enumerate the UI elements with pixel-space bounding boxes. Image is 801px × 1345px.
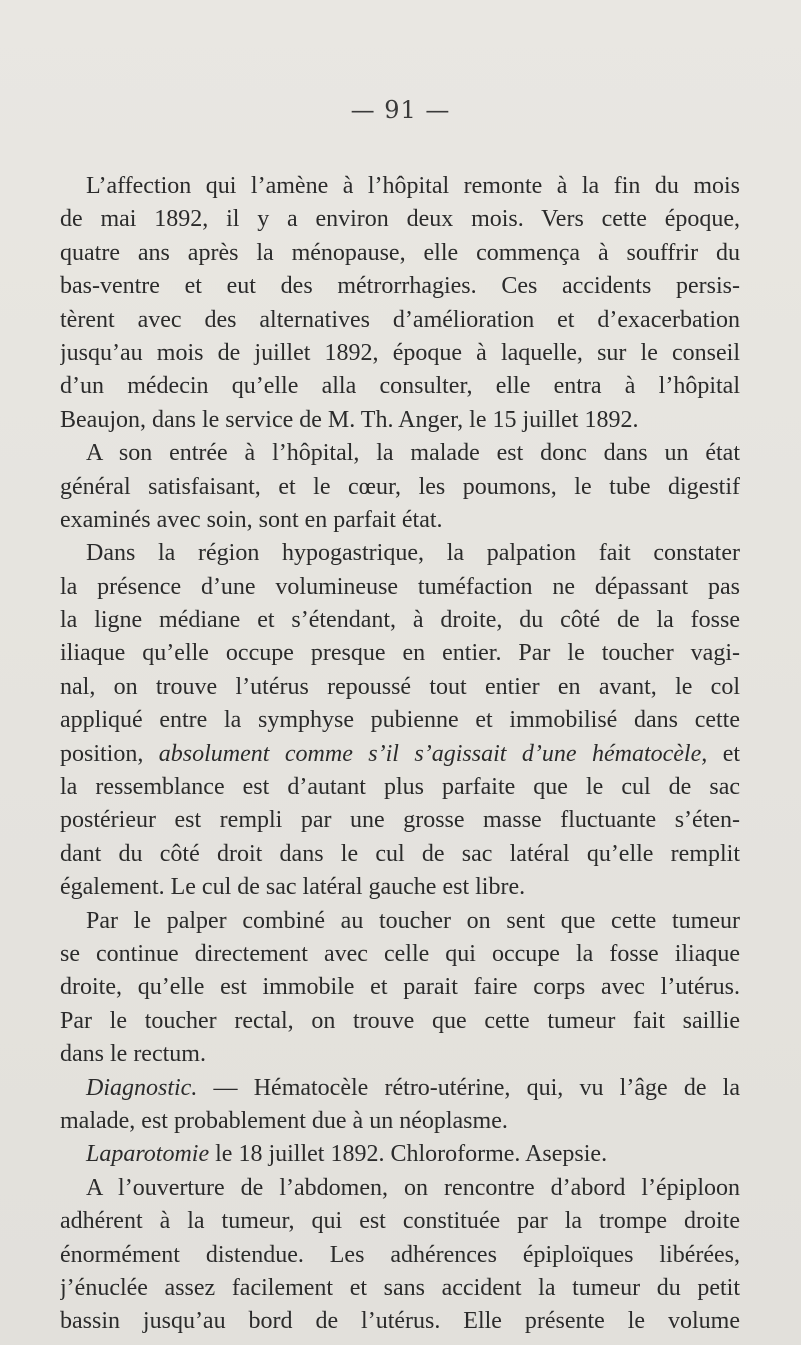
text-line <box>60 270 740 303</box>
text-line <box>60 971 740 1004</box>
body-text <box>60 170 740 1339</box>
text-line <box>60 1205 740 1238</box>
text-line <box>60 871 740 904</box>
text-run: droite, qu’elle est immobile et parait faire corps avec l’utérus. <box>60 974 740 1001</box>
text-line <box>60 771 740 804</box>
text-line <box>60 1105 740 1138</box>
text-run: iliaque qu’elle occupe presque en entier. Par le toucher vagi- <box>60 640 740 667</box>
text-run: position, <box>60 740 159 767</box>
text-run: dans le rectum. <box>60 1041 206 1068</box>
text-run: j’énuclée assez facilement et sans accident la tumeur du petit <box>60 1274 740 1301</box>
text-run: examinés avec soin, sont en parfait état. <box>60 506 443 533</box>
text-run: appliqué entre la symphyse pubienne et immobilisé dans cette <box>60 707 740 734</box>
text-line <box>60 471 740 504</box>
page-number: — 91 — <box>350 96 451 124</box>
text-line <box>60 203 740 236</box>
text-line <box>60 1072 740 1105</box>
text-run: Par le toucher rectal, on trouve que cette tumeur fait saillie <box>60 1007 740 1034</box>
text-line <box>60 370 740 403</box>
text-line <box>60 170 740 203</box>
text-run: dant du côté droit dans le cul de sac latéral qu’elle remplit <box>60 840 740 867</box>
text-line <box>60 237 740 270</box>
text-line <box>60 1305 740 1338</box>
text-line <box>60 604 740 637</box>
text-run: et <box>707 740 740 767</box>
text-line <box>60 337 740 370</box>
text-run: A l’ouverture de l’abdomen, on rencontre d’abord l’épiploon <box>86 1174 740 1201</box>
text-run: — Hématocèle rétro-utérine, qui, vu l’âge de la <box>197 1074 740 1101</box>
text-line <box>60 1038 740 1071</box>
text-run: bassin jusqu’au bord de l’utérus. Elle présente le volume <box>60 1308 740 1335</box>
text-run: énormément distendue. Les adhérences épiploïques libérées, <box>60 1241 740 1268</box>
italic-text: absolument comme s’il s’agissait d’une hématocèle, <box>158 740 708 767</box>
text-run: de mai 1892, il y a environ deux mois. Vers cette époque, <box>60 206 740 233</box>
text-run: A son entrée à l’hôpital, la malade est donc dans un état <box>86 440 740 467</box>
text-run: bas-ventre et eut des métrorrhagies. Ces accidents persis- <box>60 273 740 300</box>
text-run: Dans la région hypogastrique, la palpation fait constater <box>86 540 740 567</box>
text-run: postérieur est rempli par une grosse masse fluctuante s’éten- <box>60 807 740 834</box>
italic-text: Laparotomie <box>86 1141 210 1168</box>
text-run: L’affection qui l’amène à l’hôpital remonte à la fin du mois <box>86 173 740 199</box>
text-run: la ressemblance est d’autant plus parfaite que le cul de sac <box>60 774 740 801</box>
italic-text: Diagnostic. <box>86 1074 198 1101</box>
text-line <box>60 304 740 337</box>
text-run: général satisfaisant, et le cœur, les poumons, le tube digestif <box>60 473 740 500</box>
text-run: malade, est probablement due à un néoplasme. <box>60 1107 508 1134</box>
text-line <box>60 804 740 837</box>
text-run: adhérent à la tumeur, qui est constituée par la trompe droite <box>60 1208 740 1235</box>
text-line <box>60 1239 740 1272</box>
text-run: Beaujon, dans le service de M. Th. Anger, le 15 juillet 1892. <box>60 406 639 433</box>
text-line <box>60 1172 740 1205</box>
text-run: jusqu’au mois de juillet 1892, époque à laquelle, sur le conseil <box>60 339 740 366</box>
text-run: nal, on trouve l’utérus repoussé tout entier en avant, le col <box>60 673 740 700</box>
text-line <box>60 938 740 971</box>
text-line <box>60 1005 740 1038</box>
text-run: le 18 juillet 1892. Chloroforme. Asepsie. <box>209 1141 608 1168</box>
text-line <box>60 738 740 771</box>
text-line <box>60 571 740 604</box>
text-run: quatre ans après la ménopause, elle commença à souffrir du <box>60 239 740 266</box>
text-line <box>60 437 740 470</box>
text-run: d’un médecin qu’elle alla consulter, elle entra à l’hôpital <box>60 373 740 400</box>
text-line <box>60 1272 740 1305</box>
text-line <box>60 838 740 871</box>
text-line <box>60 704 740 737</box>
text-run: également. Le cul de sac latéral gauche est libre. <box>60 874 526 901</box>
text-run: se continue directement avec celle qui occupe la fosse iliaque <box>60 940 740 967</box>
text-line <box>60 905 740 938</box>
text-run: la ligne médiane et s’étendant, à droite, du côté de la fosse <box>60 607 740 634</box>
text-line <box>60 671 740 704</box>
text-line <box>60 504 740 537</box>
text-line <box>60 537 740 570</box>
text-line <box>60 404 740 437</box>
text-line <box>60 637 740 670</box>
text-run: la présence d’une volumineuse tuméfaction ne dépassant pas <box>60 573 740 600</box>
text-line <box>60 1138 740 1171</box>
text-run: tèrent avec des alternatives d’amélioration et d’exacerbation <box>60 306 740 333</box>
text-run: Par le palper combiné au toucher on sent que cette tumeur <box>86 907 740 934</box>
